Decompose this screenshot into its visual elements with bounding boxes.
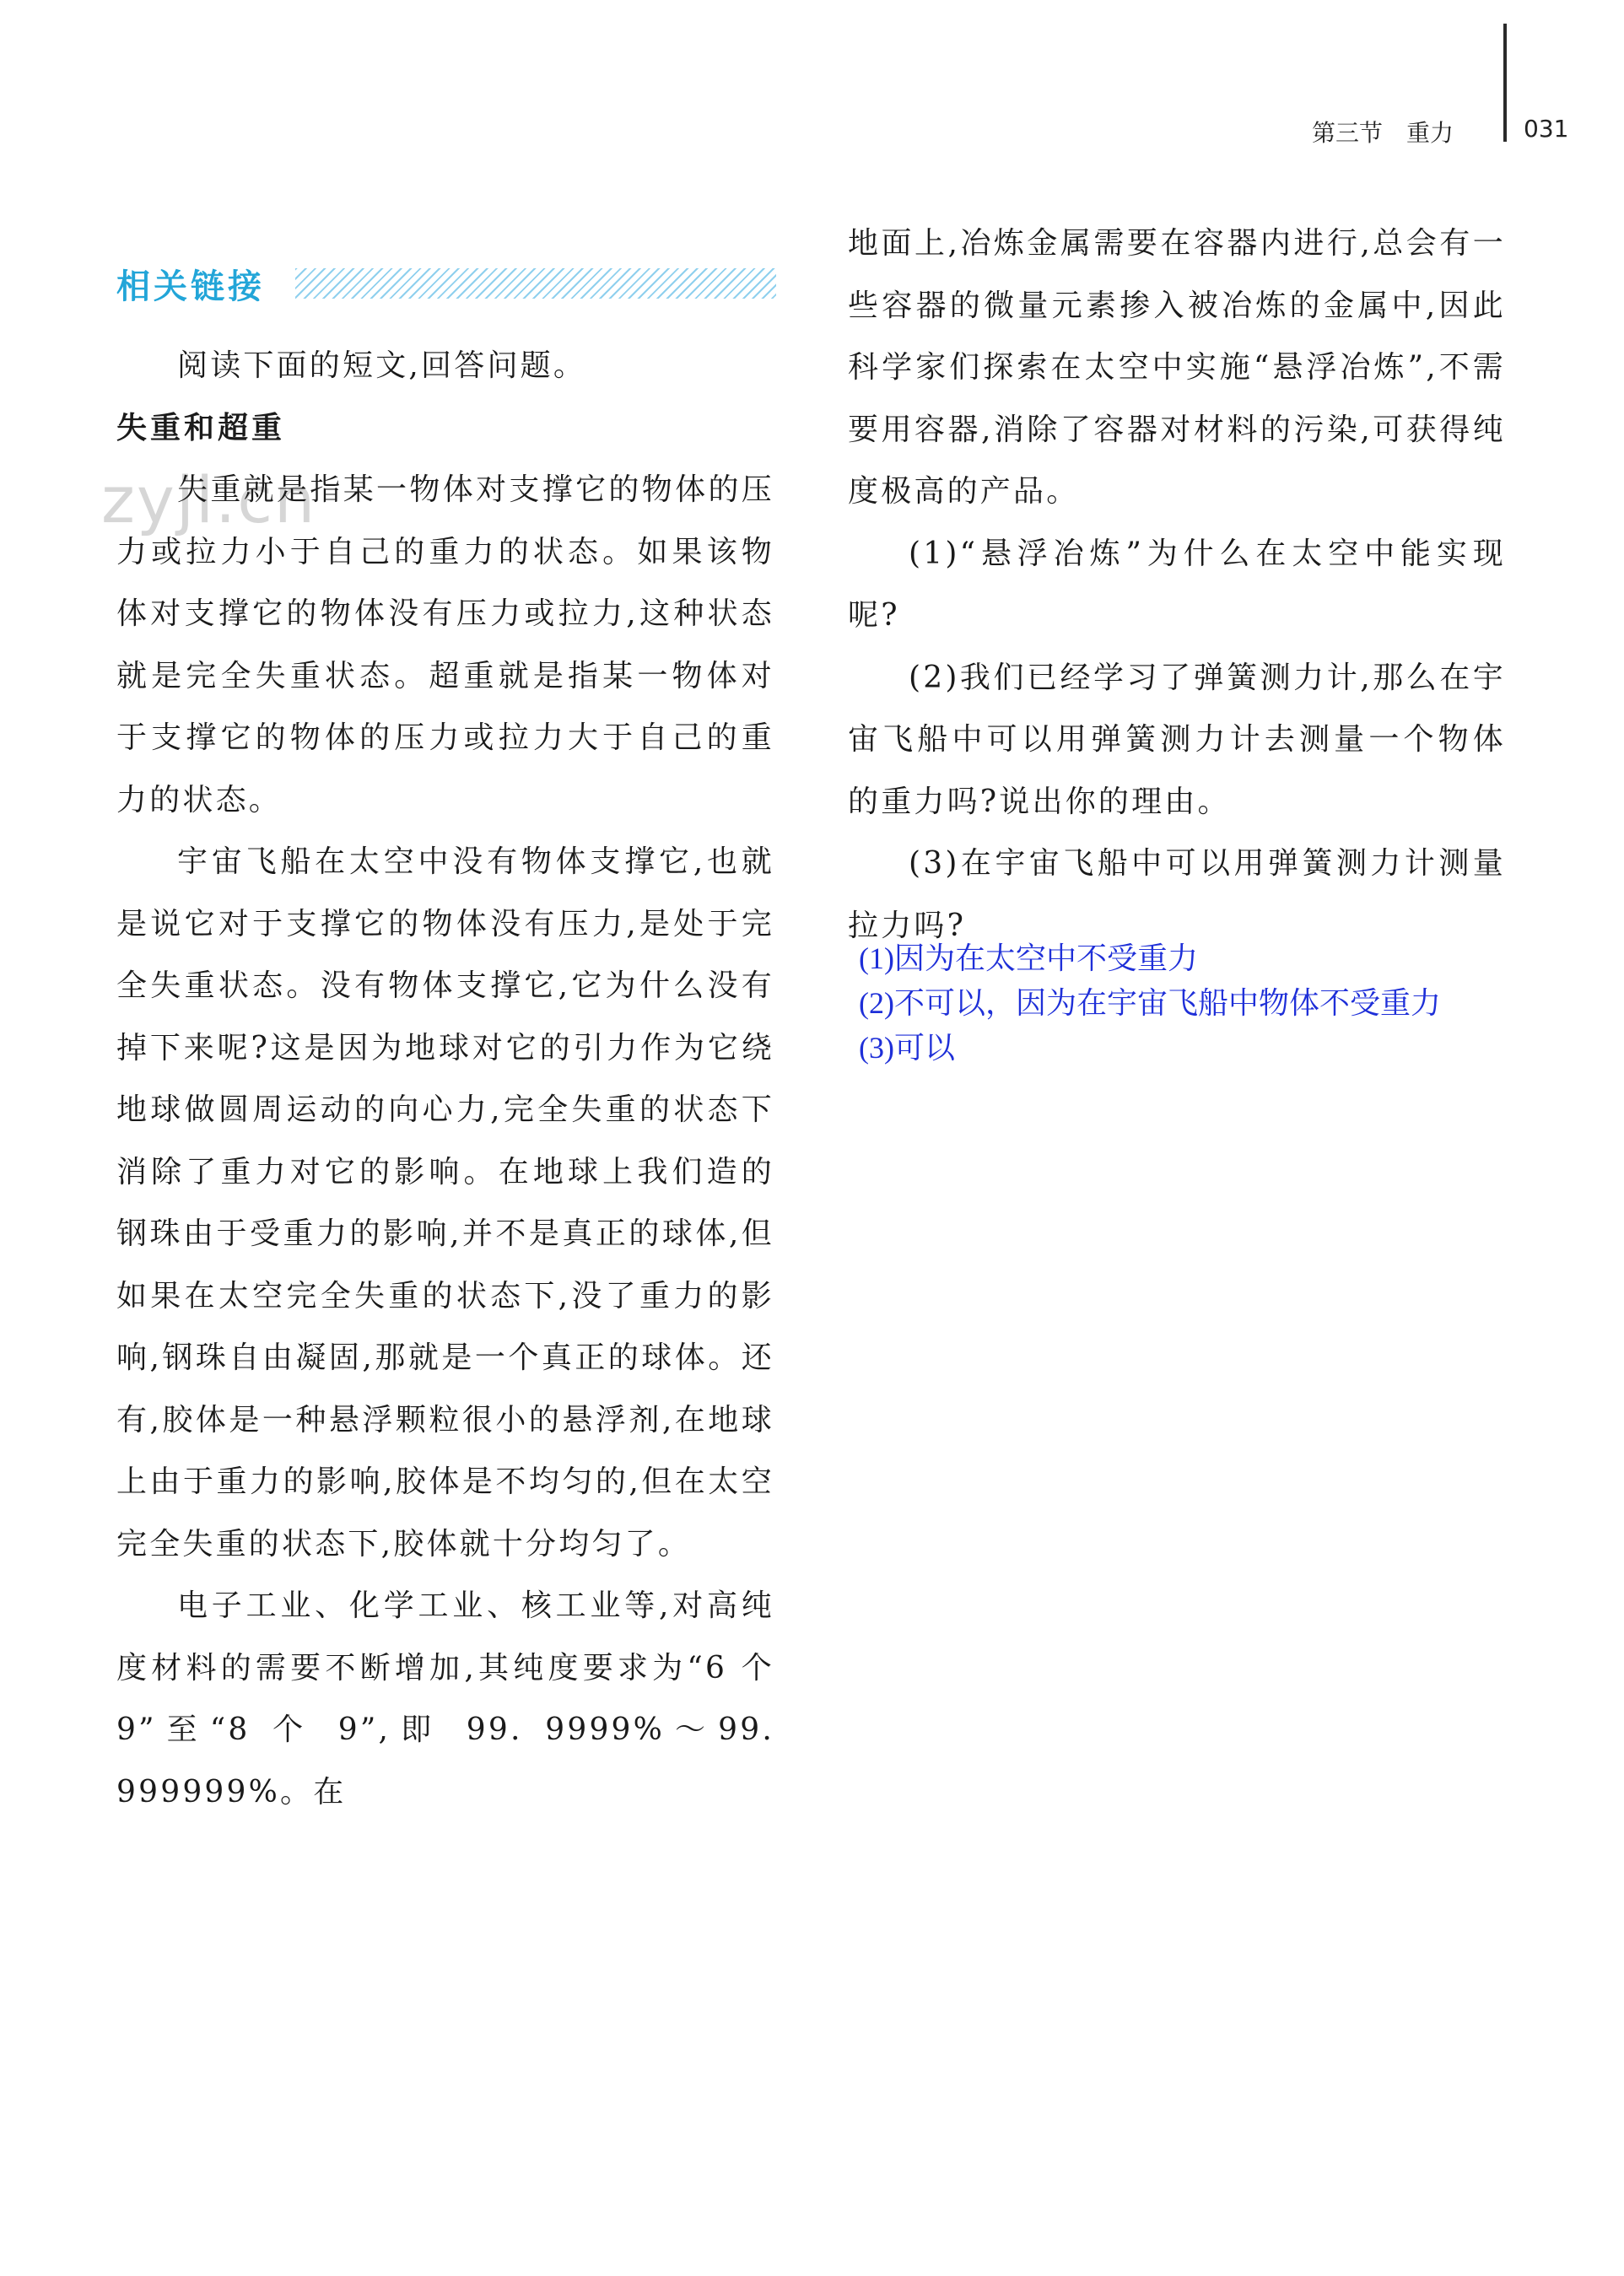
article-paragraph-2: 宇宙飞船在太空中没有物体支撑它,也就是说它对于支撑它的物体没有压力,是处于完全失重状态。没有物体支撑它,它为什么没有掉下来呢?这是因为地球对它的引力作为它绕地球做圆周运动的向心力,完全失重的状态下消除了重力对它的影响。在地球上我们造的钢珠由于受重力的影响,并不是真正的球体,但如果在太空完全失重的状态下,没了重力的影响,钢珠自由凝固,那就是一个真正的球体。还有,胶体是一种悬浮颗粒很小的悬浮剂,在地球上由于重力的影响,胶体是不均匀的,但在太空完全失重的状态下,胶体就十分均匀了。 <box>116 844 774 1561</box>
header-divider <box>1503 24 1507 142</box>
section-title: 相关链接 <box>116 267 265 306</box>
article-title: 失重和超重 <box>116 410 286 445</box>
answer-3: (3)可以 <box>859 1031 955 1065</box>
watermark: zyjl.cn <box>101 462 317 537</box>
page-number: 031 <box>1524 115 1569 143</box>
left-column <box>116 335 774 1823</box>
answer-2: (2)不可以，因为在宇宙飞船中物体不受重力 <box>859 986 1441 1020</box>
header-section-title: 第三节 重力 <box>1312 119 1454 147</box>
question-3: (3)在宇宙飞船中可以用弹簧测力计测量拉力吗? <box>848 846 1506 943</box>
answer-1: (1)因为在太空中不受重力 <box>859 941 1198 975</box>
article-paragraph-continued: 地面上,冶炼金属需要在容器内进行,总会有一些容器的微量元素掺入被冶炼的金属中,因此科学家们探索在太空中实施“悬浮冶炼”,不需要用容器,消除了容器对材料的污染,可获得纯度极高的产品。 <box>848 226 1506 509</box>
intro-text: 阅读下面的短文,回答问题。 <box>177 348 587 383</box>
article-paragraph-3: 电子工业、化学工业、核工业等,对高纯度材料的需要不断增加,其纯度要求为“6 个 9”至“8 个 9”,即 99. 9999%～99. 999999%。在 <box>116 1588 774 1809</box>
section-title-hatch <box>295 268 776 299</box>
right-column <box>848 213 1506 957</box>
question-1: (1)“悬浮冶炼”为什么在太空中能实现呢? <box>848 536 1506 633</box>
article-paragraph-1: 失重就是指某一物体对支撑它的物体的压力或拉力小于自己的重力的状态。如果该物体对支撑它的物体没有压力或拉力,这种状态就是完全失重状态。超重就是指某一物体对于支撑它的物体的压力或拉力大于自己的重力的状态。 <box>116 472 774 817</box>
handwritten-answers <box>859 936 1517 1071</box>
question-2: (2)我们已经学习了弹簧测力计,那么在宇宙飞船中可以用弹簧测力计去测量一个物体的重力吗?说出你的理由。 <box>848 660 1506 819</box>
